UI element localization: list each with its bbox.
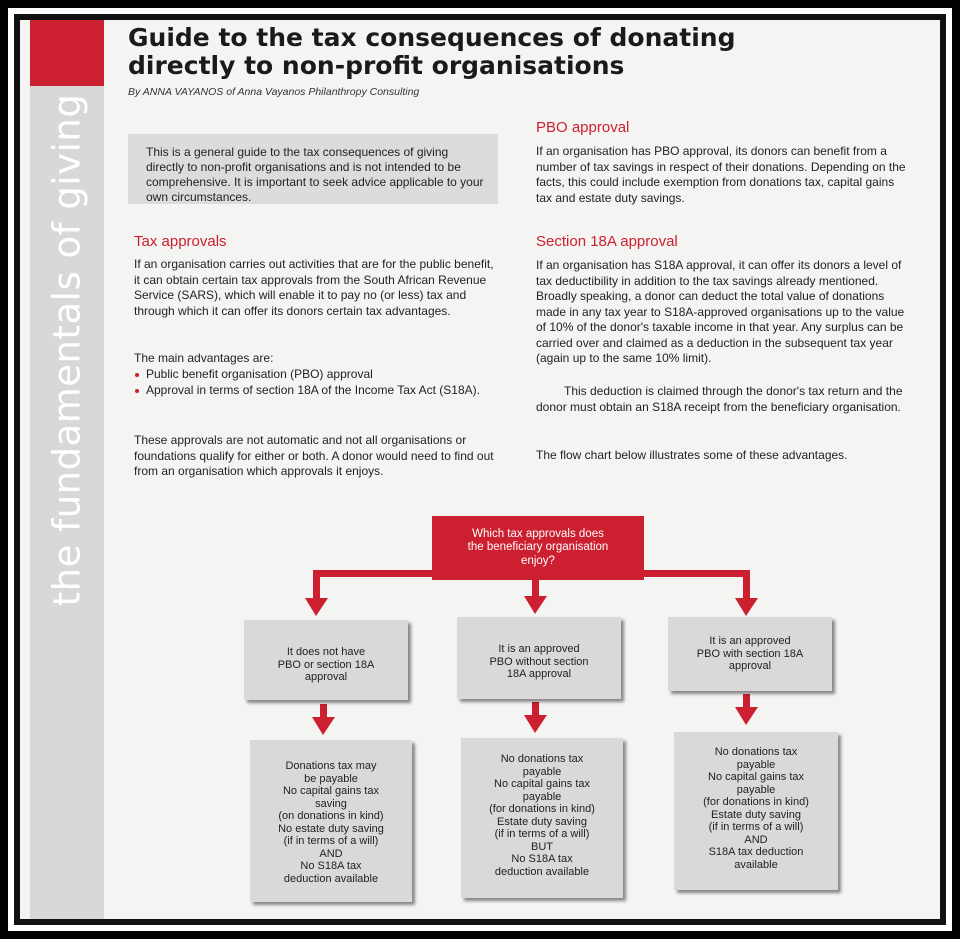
outcome-box-pbo-and-18a: No donations tax payable No capital gains tax payable (for donations in kind) Estate duty saving (if in terms of a will) AND S18A tax deduction available (674, 732, 838, 890)
arrow-down-icon (524, 715, 547, 733)
connector-left-horizontal (313, 570, 432, 577)
arrow-down-icon (735, 598, 758, 616)
outcome-box-pbo-only: No donations tax payable No capital gains tax payable (for donations in kind) Estate duty saving (if in terms of a will) BUT No S18A tax deduction available (461, 738, 623, 898)
option-box-pbo-and-18a: It is an approved PBO with section 18A approval (668, 617, 832, 691)
connector-middle-vertical (532, 580, 539, 598)
section18a-para1: If an organisation has S18A approval, it can offer its donors a level of tax deductibility in addition to the tax savings already mentioned. Broadly speaking, a donor can deduct the total value of donations made in any tax year to S18A-approved organisations up to the value of 10% of the donor's taxable income in that year. Any surplus can be carried over and claimed as a deduction in the subsequent tax year (again up to the same 10% limit). (536, 258, 905, 365)
side-label: the fundamentals of giving (45, 93, 89, 607)
byline: By ANNA VAYANOS of Anna Vayanos Philanthropy Consulting (128, 86, 420, 98)
connector-right-vertical (743, 570, 750, 600)
connector-right-horizontal (644, 570, 750, 577)
arrow-down-icon (735, 707, 758, 725)
option-box-no-approval: It does not have PBO or section 18A approval (244, 620, 408, 700)
arrow-down-icon (305, 598, 328, 616)
tax-approvals-heading: Tax approvals (134, 233, 227, 250)
article-title: Guide to the tax consequences of donating directly to non-profit organisations (128, 23, 736, 80)
pbo-approval-heading: PBO approval (536, 119, 630, 136)
section18a-para2: This deduction is claimed through the donor's tax return and the donor must obtain an S18A receipt from the beneficiary organisation. (536, 384, 903, 414)
magazine-page (20, 20, 940, 919)
section18a-para3: The flow chart below illustrates some of these advantages. (536, 448, 848, 462)
flowchart-question: Which tax approvals does the beneficiary organisation enjoy? (432, 516, 644, 580)
advantages-intro: The main advantages are: (134, 351, 274, 365)
option-box-pbo-only: It is an approved PBO without section 18A approval (457, 617, 621, 699)
section18a-heading: Section 18A approval (536, 233, 678, 250)
pbo-approval-para: If an organisation has PBO approval, its donors can benefit from a number of tax savings in respect of their donations. Depending on the facts, this could include exemption from donations tax, capital gains tax and estate duty savings. (536, 144, 906, 205)
arrow-down-icon (524, 596, 547, 614)
list-item: Approval in terms of section 18A of the Income Tax Act (S18A). (134, 383, 494, 399)
outcome-box-no-approval: Donations tax may be payable No capital gains tax saving (on donations in kind) No estate duty saving (if in terms of a will) AND No S18A tax deduction available (250, 740, 412, 902)
tax-approvals-para2: These approvals are not automatic and not all organisations or foundations qualify for either or both. A donor would need to find out from an organisation which approvals it enjoys. (134, 433, 494, 478)
arrow-down-icon (312, 717, 335, 735)
list-item: Public benefit organisation (PBO) approval (134, 367, 494, 383)
connector-left-vertical (313, 570, 320, 600)
intro-text: This is a general guide to the tax consequences of giving directly to non-profit organisations and is not intended to be comprehensive. It is important to seek advice applicable to your own circumstances. (146, 145, 484, 204)
tax-approvals-para1: If an organisation carries out activities that are for the public benefit, it can obtain certain tax approvals from the South African Revenue Service (SARS), which will enable it to pay no (or less) tax and through which it can offer its donors certain tax advantages. (134, 257, 494, 318)
